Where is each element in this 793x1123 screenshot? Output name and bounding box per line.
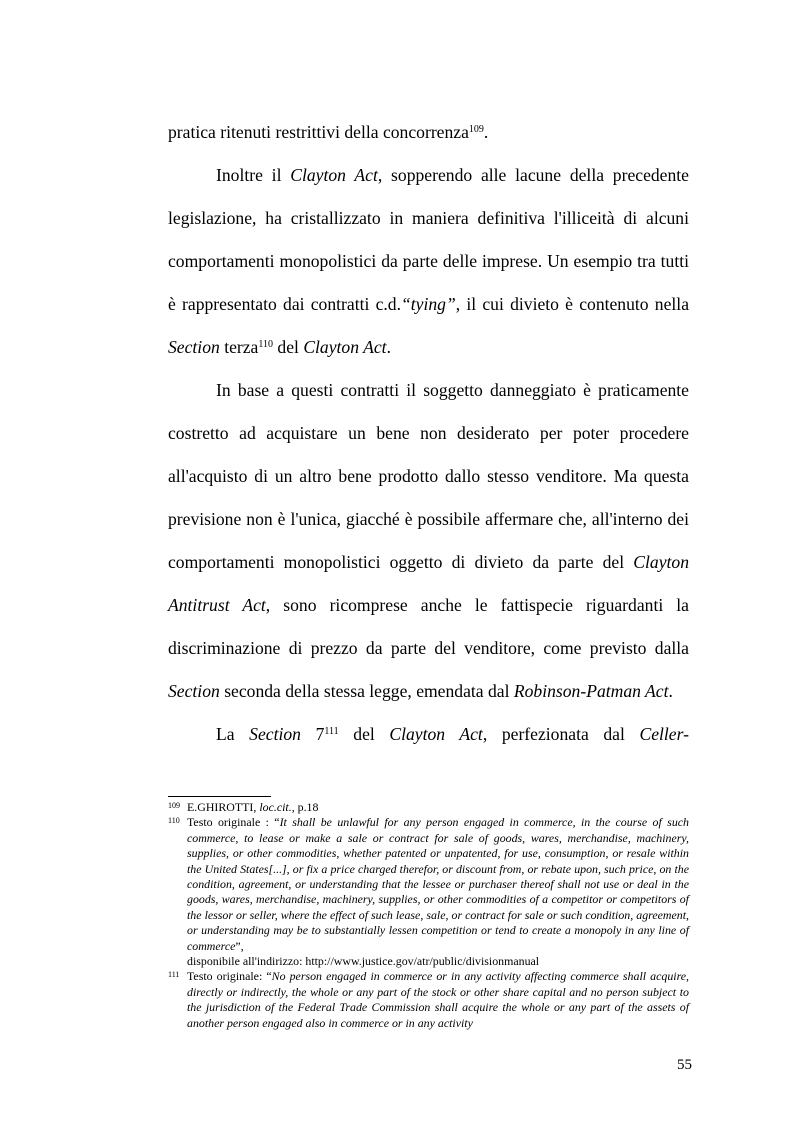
- footnote-number: 111: [168, 970, 180, 980]
- text-run: “tying”: [401, 294, 456, 314]
- text-run: , sono ricomprese anche le fattispecie riguardanti la discriminazione di prezzo da parte del venditore, come previsto dalla: [168, 595, 689, 658]
- text-run: Clayton Act: [303, 337, 387, 357]
- text-run: Inoltre il: [216, 165, 291, 185]
- text-run: Section: [249, 724, 301, 744]
- text-run: Testo originale : “: [187, 815, 280, 830]
- text-run: , il cui divieto è contenuto nella: [455, 294, 690, 314]
- footnote-number: 110: [168, 816, 180, 826]
- paragraph: [168, 713, 689, 756]
- text-run: , sopperendo alle lacune della precedente legislazione, ha cristallizzato in maniera definitiva l'illiceità di alcuni comportamenti monopolistici da parte delle imprese. Un esempio tra tutti è rappresentato dai contratti c.d.: [168, 165, 689, 314]
- text-run: Robinson-Patman Act: [513, 681, 669, 701]
- text-run: E.GHIROTTI,: [187, 800, 260, 814]
- footnote-text: [187, 815, 689, 969]
- footnote: [168, 969, 689, 1031]
- text-run: disponibile all'indirizzo: http://www.justice.gov/atr/public/divisionmanual: [187, 954, 540, 969]
- text-run: Clayton Act: [290, 165, 378, 185]
- text-run: seconda della stessa legge, emendata dal: [219, 681, 514, 701]
- text-run: del: [273, 337, 304, 357]
- text-run: pratica ritenuti restrittivi della concorrenza: [168, 122, 469, 142]
- footnote-text: [187, 800, 689, 815]
- text-run: Section: [168, 337, 220, 357]
- text-run: , perfezionata dal: [482, 724, 640, 744]
- footnotes: [168, 800, 689, 1031]
- footnote-ref: 111: [324, 726, 339, 737]
- footnote: [168, 800, 689, 815]
- text-run: , p.18: [291, 800, 319, 814]
- text-run: Clayton Act: [389, 724, 483, 744]
- footnote-ref: 109: [468, 124, 484, 135]
- footnote-separator: [168, 796, 271, 797]
- page-number: 55: [677, 1057, 692, 1073]
- text-run: .: [483, 122, 489, 142]
- paragraph: [168, 111, 689, 154]
- paragraph: [168, 369, 689, 713]
- text-run: La: [216, 724, 250, 744]
- text-run: 7: [300, 724, 325, 744]
- footnote-number: 109: [168, 801, 180, 810]
- text-run: It shall be unlawful for any person engaged in commerce, in the course of such commerce, to lease or make a sale or contract for sale of goods, wares, merchandise, machinery, supplies, or other commodities, whether patented or unpatented, for use, consumption, or resale within the United States[...], or fix a price charged therefor, or discount from, or rebate upon, such price, on the condition, agreement, or understanding that the lessee or purchaser thereof shall not use or deal in the goods, wares, merchandise, machinery, supplies, or other commodities of a competitor or competitors of the lessor or seller, where the effect of such lease, sale, or contract for sale or such condition, agreement, or understanding may be to substantially lessen competition or tend to create a monopoly in any line of commerce: [187, 815, 689, 953]
- text-run: Testo originale: “: [187, 969, 272, 984]
- text-run: terza: [219, 337, 259, 357]
- paragraph: [168, 154, 689, 369]
- footnote: [168, 815, 689, 969]
- text-run: Section: [168, 681, 220, 701]
- footnote-ref: 110: [258, 339, 274, 350]
- text-run: loc.cit.: [259, 800, 292, 814]
- text-run: .: [386, 337, 391, 357]
- text-run: ”,: [235, 938, 244, 953]
- text-run: del: [338, 724, 390, 744]
- body-text: [168, 111, 689, 756]
- footnote-text: [187, 969, 689, 1031]
- text-run: .: [668, 681, 673, 701]
- text-run: Celler-: [639, 724, 689, 744]
- text-run: In base a questi contratti il soggetto danneggiato è praticamente costretto ad acquistare un bene non desiderato per poter procedere all'acquisto di un altro bene prodotto dallo stesso venditore. Ma questa previsione non è l'unica, giacché è possibile affermare che, all'interno dei comportamenti monopolistici oggetto di divieto da parte del: [168, 380, 689, 572]
- text-run: No person engaged in commerce or in any activity affecting commerce shall acquire, directly or indirectly, the whole or any part of the stock or other share capital and no person subject to the jurisdiction of the Federal Trade Commission shall acquire the whole or any part of the assets of another person engaged also in commerce or in any activity: [187, 969, 689, 1030]
- text-run: Clayton Antitrust Act: [168, 552, 689, 615]
